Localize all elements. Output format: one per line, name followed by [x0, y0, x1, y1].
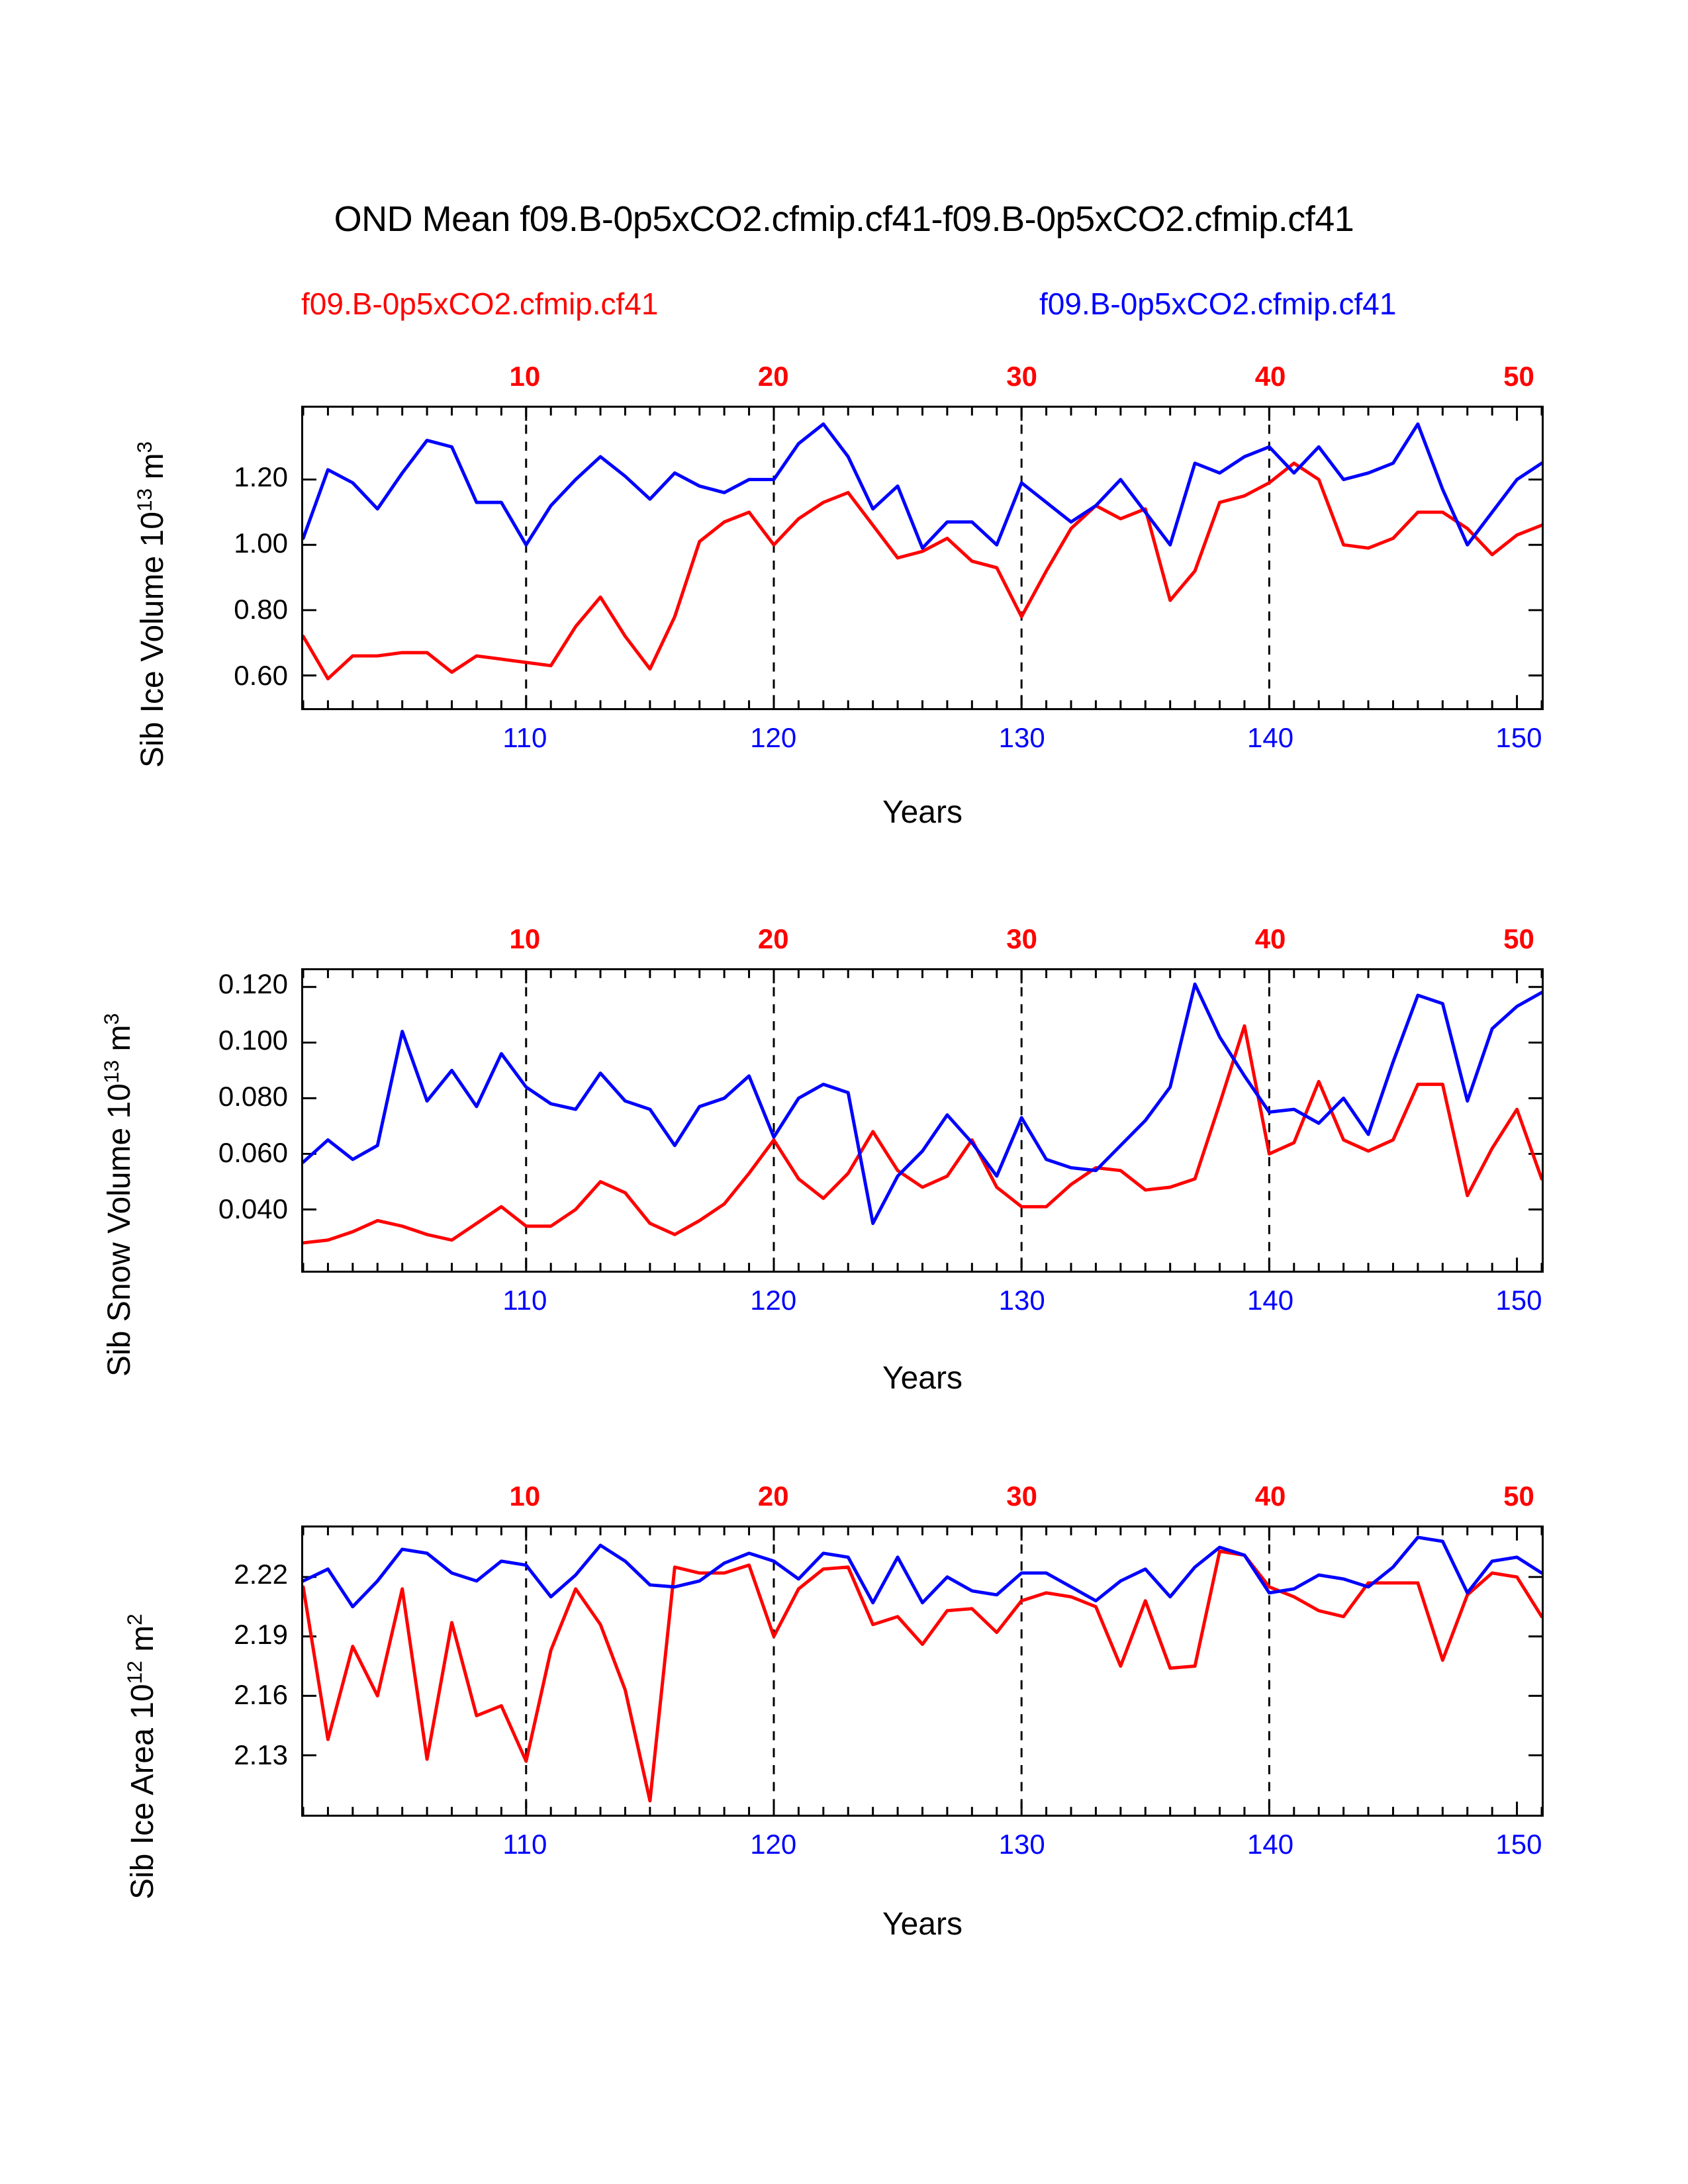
top-axis-tick-label: 50 — [1503, 361, 1534, 392]
plot-area-ice-volume — [301, 406, 1544, 710]
y-axis-title-snow-volume: Sib Snow Volume $10^{13}$ $m^3$ — [99, 1013, 137, 1377]
bottom-axis-tick-label: 150 — [1495, 1829, 1542, 1860]
top-axis-tick-label: 20 — [757, 361, 789, 392]
top-axis-tick-label: 30 — [1006, 361, 1038, 392]
bottom-axis-tick-label: 110 — [502, 1829, 547, 1860]
bottom-axis-tick-label: 110 — [502, 1285, 547, 1316]
plot-lines-ice-area — [303, 1527, 1542, 1815]
top-axis-tick-label: 20 — [757, 1480, 789, 1512]
y-tick-label: 1.00 — [234, 527, 288, 559]
bottom-axis-tick-label: 120 — [750, 722, 797, 753]
y-tick-label: 1.20 — [234, 461, 288, 492]
y-tick-label: 2.22 — [234, 1558, 288, 1590]
top-axis-tick-label: 40 — [1254, 1480, 1286, 1512]
x-axis-title-ice-volume: Years — [882, 795, 962, 830]
y-tick-label: 2.19 — [234, 1618, 288, 1650]
y-tick-label: 0.080 — [218, 1080, 288, 1112]
y-tick-label: 0.100 — [218, 1024, 288, 1056]
bottom-axis-tick-label: 140 — [1247, 1285, 1294, 1316]
top-axis-tick-label: 30 — [1006, 923, 1038, 954]
y-tick-label: 0.060 — [218, 1137, 288, 1169]
top-axis-tick-label: 50 — [1503, 1480, 1534, 1512]
bottom-axis-tick-label: 150 — [1495, 722, 1542, 753]
page-title: OND Mean f09.B-0p5xCO2.cfmip.cf41-f09.B-0p5xCO2.cfmip.cf41 — [334, 199, 1354, 239]
bottom-axis-tick-label: 150 — [1495, 1285, 1542, 1316]
bottom-axis-tick-label: 130 — [998, 722, 1045, 753]
bottom-axis-tick-label: 110 — [502, 722, 547, 753]
plot-area-snow-volume — [301, 968, 1544, 1273]
top-axis-tick-label: 10 — [509, 923, 541, 954]
y-tick-label: 0.040 — [218, 1193, 288, 1225]
bottom-axis-tick-label: 130 — [998, 1285, 1045, 1316]
bottom-axis-tick-label: 130 — [998, 1829, 1045, 1860]
y-tick-label: 0.60 — [234, 660, 288, 691]
top-axis-tick-label: 20 — [757, 923, 789, 954]
legend-label-blue: f09.B-0p5xCO2.cfmip.cf41 — [1039, 287, 1397, 321]
y-tick-label: 2.13 — [234, 1739, 288, 1770]
top-axis-tick-label: 10 — [509, 361, 541, 392]
top-axis-tick-label: 40 — [1254, 361, 1286, 392]
plot-area-ice-area — [301, 1525, 1544, 1817]
bottom-axis-tick-label: 120 — [750, 1285, 797, 1316]
bottom-axis-tick-label: 140 — [1247, 1829, 1294, 1860]
x-axis-title-snow-volume: Years — [882, 1361, 962, 1396]
top-axis-tick-label: 30 — [1006, 1480, 1038, 1512]
y-tick-label: 0.120 — [218, 968, 288, 999]
y-axis-title-ice-area: Sib Ice Area $10^{12}$ $m^2$ — [122, 1614, 160, 1899]
top-axis-tick-label: 10 — [509, 1480, 541, 1512]
y-tick-label: 0.80 — [234, 594, 288, 625]
top-axis-tick-label: 50 — [1503, 923, 1534, 954]
bottom-axis-tick-label: 120 — [750, 1829, 797, 1860]
top-axis-tick-label: 40 — [1254, 923, 1286, 954]
plot-lines-ice-volume — [303, 408, 1542, 708]
legend-label-red: f09.B-0p5xCO2.cfmip.cf41 — [301, 287, 659, 321]
bottom-axis-tick-label: 140 — [1247, 722, 1294, 753]
x-axis-title-ice-area: Years — [882, 1907, 962, 1942]
y-axis-title-ice-volume: Sib Ice Volume $10^{13}$ $m^3$ — [132, 441, 170, 768]
plot-lines-snow-volume — [303, 970, 1542, 1271]
y-tick-label: 2.16 — [234, 1678, 288, 1710]
